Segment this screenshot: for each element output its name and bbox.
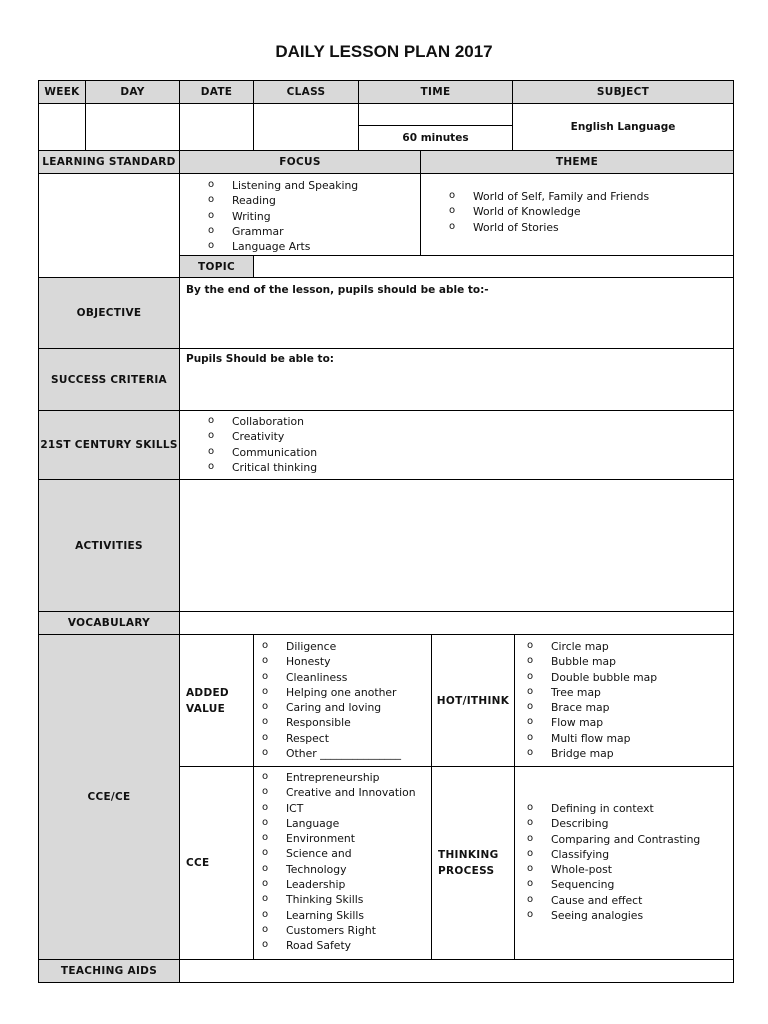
- vocabulary-cell[interactable]: [179, 611, 734, 635]
- cce-list: [262, 770, 416, 954]
- added-value-cell: [253, 634, 432, 767]
- list-item: o Thinking Skills: [262, 892, 416, 907]
- date-cell[interactable]: [179, 103, 254, 151]
- list-item: o Writing: [208, 209, 358, 224]
- class-header: CLASS: [253, 80, 359, 104]
- cce-sub-label: CCE: [179, 766, 254, 960]
- duration-value: 60 minutes: [358, 125, 513, 151]
- list-item: o Responsible: [262, 715, 401, 730]
- list-item: o Grammar: [208, 224, 358, 239]
- teaching-aids-label: TEACHING AIDS: [38, 959, 180, 983]
- list-item: o Defining in context: [527, 801, 700, 816]
- hot-label: HOT/ITHINK: [431, 634, 515, 767]
- list-item: o Communication: [208, 445, 317, 460]
- learning-standard-header: LEARNING STANDARD: [38, 150, 180, 174]
- list-item: o Cleanliness: [262, 670, 401, 685]
- activities-label: ACTIVITIES: [38, 479, 180, 612]
- list-item: o Language Arts: [208, 239, 358, 254]
- week-header: WEEK: [38, 80, 86, 104]
- list-item: o Creative and Innovation: [262, 785, 416, 800]
- list-item: o Cause and effect: [527, 893, 700, 908]
- focus-cell: [179, 173, 421, 256]
- list-item: o Reading: [208, 193, 358, 208]
- focus-list: [208, 178, 358, 254]
- success-criteria-cell[interactable]: [179, 348, 734, 411]
- added-value-text: ADDED VALUE: [186, 686, 229, 715]
- thinking-text: THINKING PROCESS: [438, 849, 499, 877]
- objective-prompt: By the end of the lesson, pupils should be able to:-: [186, 284, 489, 296]
- vocabulary-label: VOCABULARY: [38, 611, 180, 635]
- teaching-aids-cell[interactable]: [179, 959, 734, 983]
- class-cell[interactable]: [253, 103, 359, 151]
- skills-label: 21ST CENTURY SKILLS: [38, 410, 180, 480]
- list-item: o Bubble map: [527, 654, 657, 669]
- page-title: DAILY LESSON PLAN 2017: [275, 42, 493, 61]
- list-item: o Collaboration: [208, 414, 317, 429]
- theme-list: [449, 189, 649, 235]
- theme-cell: [420, 173, 734, 256]
- thinking-list: [527, 801, 700, 923]
- focus-header: FOCUS: [179, 150, 421, 174]
- list-item: o Caring and loving: [262, 700, 401, 715]
- list-item: o Environment: [262, 831, 416, 846]
- subject-header: SUBJECT: [512, 80, 734, 104]
- topic-header: TOPIC: [179, 255, 254, 278]
- topic-cell[interactable]: [253, 255, 734, 278]
- list-item: o Other _______________: [262, 746, 401, 761]
- day-header: DAY: [85, 80, 180, 104]
- list-item: o Describing: [527, 816, 700, 831]
- list-item: o Honesty: [262, 654, 401, 669]
- list-item: o Critical thinking: [208, 460, 317, 475]
- subject-value: English Language: [512, 103, 734, 151]
- success-criteria-prompt: Pupils Should be able to:: [186, 353, 334, 365]
- list-item: o Sequencing: [527, 877, 700, 892]
- cce-cell: [253, 766, 432, 960]
- list-item: o Seeing analogies: [527, 908, 700, 923]
- time-header: TIME: [358, 80, 513, 104]
- list-item: o Listening and Speaking: [208, 178, 358, 193]
- objective-cell[interactable]: [179, 277, 734, 349]
- list-item: o World of Knowledge: [449, 204, 649, 219]
- list-item: o Customers Right: [262, 923, 416, 938]
- list-item: o World of Self, Family and Friends: [449, 189, 649, 204]
- added-value-label: [179, 634, 254, 767]
- list-item: o Entrepreneurship: [262, 770, 416, 785]
- thinking-label: [431, 766, 515, 960]
- added-value-list: [262, 639, 401, 761]
- list-item: o Helping one another: [262, 685, 401, 700]
- list-item: o Respect: [262, 731, 401, 746]
- list-item: o Technology: [262, 862, 416, 877]
- activities-cell[interactable]: [179, 479, 734, 612]
- hot-list: [527, 639, 657, 761]
- week-cell[interactable]: [38, 103, 86, 151]
- list-item: o Creativity: [208, 429, 317, 444]
- objective-label: OBJECTIVE: [38, 277, 180, 349]
- learning-standard-cell[interactable]: [38, 173, 180, 278]
- list-item: o Double bubble map: [527, 670, 657, 685]
- cce-ce-label: CCE/CE: [38, 634, 180, 960]
- list-item: o ICT: [262, 801, 416, 816]
- list-item: o Language: [262, 816, 416, 831]
- list-item: o Road Safety: [262, 938, 416, 953]
- theme-header: THEME: [420, 150, 734, 174]
- success-criteria-label: SUCCESS CRITERIA: [38, 348, 180, 411]
- thinking-cell: [514, 766, 734, 960]
- date-header: DATE: [179, 80, 254, 104]
- list-item: o Circle map: [527, 639, 657, 654]
- skills-list: [208, 414, 317, 475]
- skills-cell: [179, 410, 734, 480]
- day-cell[interactable]: [85, 103, 180, 151]
- list-item: o Whole-post: [527, 862, 700, 877]
- list-item: o Tree map: [527, 685, 657, 700]
- list-item: o World of Stories: [449, 220, 649, 235]
- list-item: o Science and: [262, 846, 416, 861]
- time-cell[interactable]: [358, 103, 513, 126]
- list-item: o Diligence: [262, 639, 401, 654]
- hot-cell: [514, 634, 734, 767]
- list-item: o Flow map: [527, 715, 657, 730]
- list-item: o Brace map: [527, 700, 657, 715]
- list-item: o Multi flow map: [527, 731, 657, 746]
- list-item: o Bridge map: [527, 746, 657, 761]
- list-item: o Comparing and Contrasting: [527, 832, 700, 847]
- list-item: o Classifying: [527, 847, 700, 862]
- list-item: o Learning Skills: [262, 908, 416, 923]
- list-item: o Leadership: [262, 877, 416, 892]
